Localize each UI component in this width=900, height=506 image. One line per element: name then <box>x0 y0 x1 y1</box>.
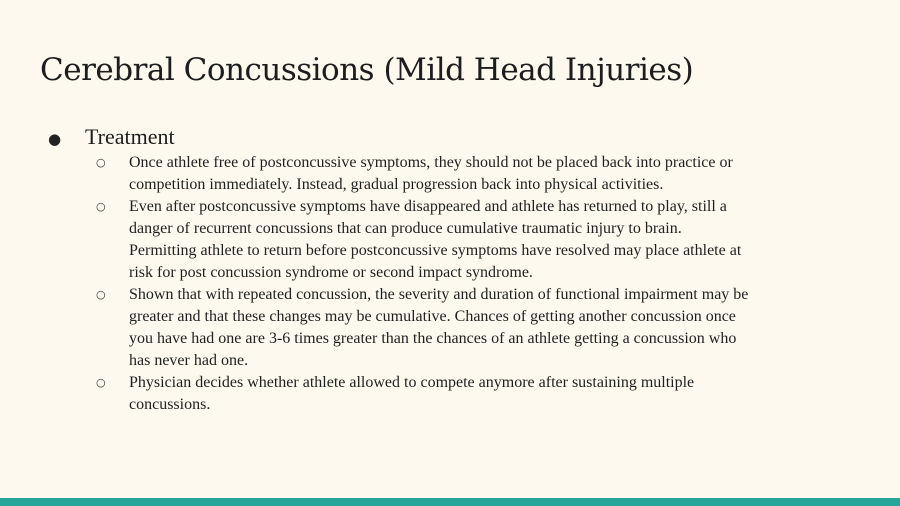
list-item-text <box>129 372 870 416</box>
slide-title: Cerebral Concussions (Mild Head Injuries) <box>40 52 694 88</box>
text-line: danger of recurrent concussions that can produce cumulative traumatic injury to brain. <box>129 220 682 237</box>
hollow-circle-bullet-icon: ○ <box>96 376 106 389</box>
footer-accent-bar <box>0 498 900 506</box>
hollow-circle-bullet-icon: ○ <box>96 288 106 301</box>
treatment-sublist <box>40 152 870 416</box>
filled-circle-bullet-icon: ● <box>48 130 62 148</box>
text-line: greater and that these changes may be cumulative. Chances of getting another concussion once <box>129 308 736 325</box>
text-line: concussions. <box>129 396 211 413</box>
list-item <box>40 372 870 416</box>
text-line: risk for post concussion syndrome or second impact syndrome. <box>129 264 533 281</box>
list-item <box>40 284 870 372</box>
text-line: Physician decides whether athlete allowed to compete anymore after sustaining multiple <box>129 374 695 391</box>
text-line: has never had one. <box>129 352 249 369</box>
hollow-circle-bullet-icon: ○ <box>96 200 106 213</box>
text-line: Shown that with repeated concussion, the severity and duration of functional impairment may be <box>129 286 749 303</box>
text-line: Once athlete free of postconcussive symptoms, they should not be placed back into practice or <box>129 154 733 171</box>
bullet-treatment <box>40 124 870 152</box>
text-line: competition immediately. Instead, gradual progression back into physical activities. <box>129 176 664 193</box>
list-item-text <box>129 152 870 196</box>
text-line: you have had one are 3-6 times greater than the chances of an athlete getting a concussion who <box>129 330 737 347</box>
list-item-text <box>129 196 870 284</box>
list-item <box>40 152 870 196</box>
hollow-circle-bullet-icon: ○ <box>96 156 106 169</box>
section-label: Treatment <box>85 124 175 149</box>
slide-content <box>40 124 870 416</box>
list-item <box>40 196 870 284</box>
text-line: Permitting athlete to return before postconcussive symptoms have resolved may place athlete at <box>129 242 742 259</box>
list-item-text <box>129 284 870 372</box>
text-line: Even after postconcussive symptoms have disappeared and athlete has returned to play, still a <box>129 198 727 215</box>
